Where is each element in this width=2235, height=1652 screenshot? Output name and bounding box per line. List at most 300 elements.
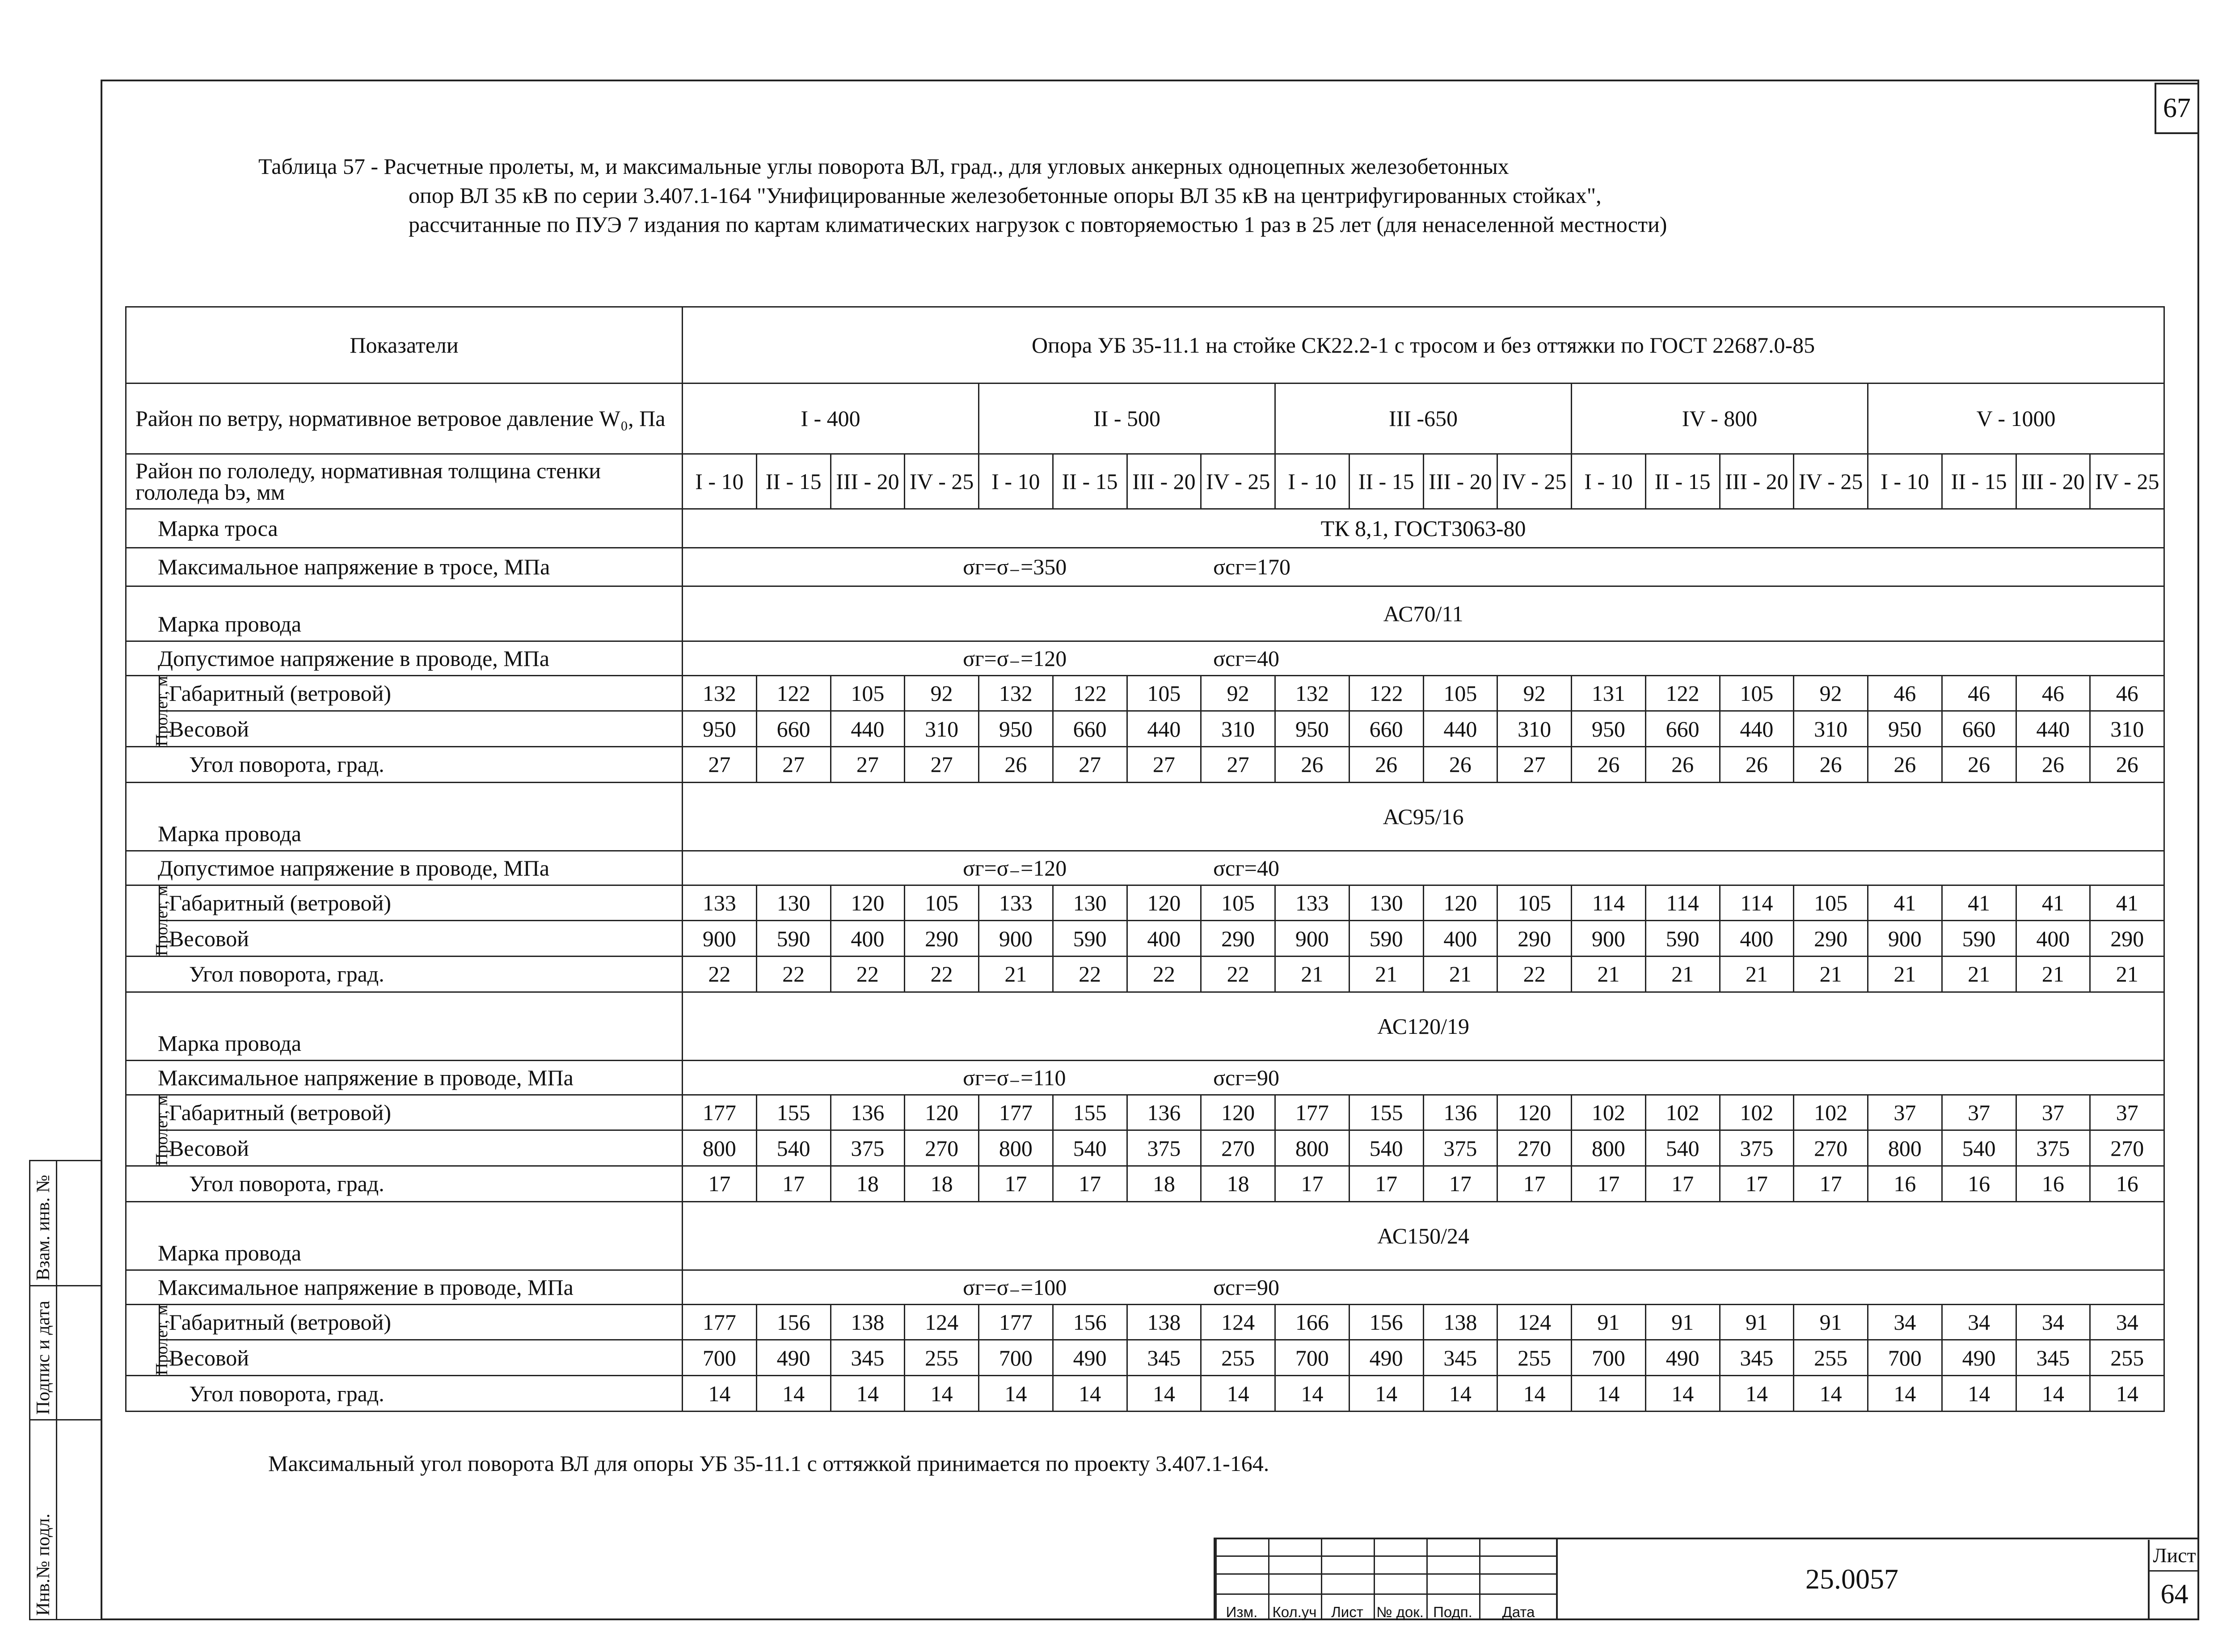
ice-region-cell: IV - 25 (905, 454, 979, 509)
angle-value: 14 (1942, 1376, 2016, 1412)
angle-value: 27 (1201, 747, 1275, 783)
table-row (126, 1095, 2164, 1130)
ice-region-cell: I - 10 (979, 454, 1053, 509)
table-row (126, 1304, 2164, 1340)
weight-value: 590 (1349, 921, 1423, 957)
weight-value: 950 (1275, 711, 1349, 747)
weight-value: 345 (1720, 1340, 1794, 1376)
weight-value: 700 (1868, 1340, 1942, 1376)
weight-value: 440 (1423, 711, 1497, 747)
angle-value: 16 (1942, 1166, 2016, 1202)
title-block-label: Дата (1502, 1604, 1535, 1620)
gabarit-value: 46 (2016, 675, 2090, 711)
weight-value: 290 (2090, 921, 2164, 957)
weight-value: 440 (2016, 711, 2090, 747)
angle-value: 16 (2016, 1166, 2090, 1202)
gabarit-label: Габаритный (ветровой) (160, 1095, 683, 1130)
weight-value: 310 (1497, 711, 1572, 747)
table-row (126, 307, 2164, 384)
gabarit-value: 34 (1942, 1304, 2016, 1340)
table-row (126, 1061, 2164, 1095)
gabarit-value: 41 (1942, 885, 2016, 921)
ice-region-cell: III - 20 (2016, 454, 2090, 509)
cable-stress-value (683, 548, 2164, 586)
angle-value: 27 (1053, 747, 1127, 783)
angle-value: 14 (683, 1376, 757, 1412)
angle-value: 26 (1794, 747, 1868, 783)
weight-value: 540 (1349, 1130, 1423, 1166)
weight-value: 375 (1720, 1130, 1794, 1166)
gabarit-value: 133 (979, 885, 1053, 921)
weight-value: 660 (1053, 711, 1127, 747)
angle-value: 17 (979, 1166, 1053, 1202)
ice-region-cell: II - 15 (1053, 454, 1127, 509)
wire-stress-a: σг=σ₋=110 (963, 1065, 1066, 1090)
weight-value: 800 (1572, 1130, 1646, 1166)
angle-value: 26 (1275, 747, 1349, 783)
angle-value: 26 (1645, 747, 1720, 783)
angle-value: 22 (683, 957, 757, 992)
weight-value: 310 (1794, 711, 1868, 747)
weight-value: 950 (683, 711, 757, 747)
ice-region-label: Район по гололеду, нормативная толщина стенки гололеда bэ, мм (126, 454, 683, 509)
weight-value: 290 (905, 921, 979, 957)
weight-value: 400 (2016, 921, 2090, 957)
angle-value: 21 (1868, 957, 1942, 992)
gabarit-value: 166 (1275, 1304, 1349, 1340)
gabarit-value: 41 (2090, 885, 2164, 921)
gabarit-value: 37 (1868, 1095, 1942, 1130)
header-indicators: Показатели (126, 307, 683, 384)
title-block-rule (1215, 1538, 1558, 1539)
weight-value: 270 (1794, 1130, 1868, 1166)
gabarit-value: 156 (1053, 1304, 1127, 1340)
weight-value: 490 (756, 1340, 831, 1376)
gabarit-value: 37 (2016, 1095, 2090, 1130)
angle-value: 14 (2090, 1376, 2164, 1412)
angle-value: 14 (1645, 1376, 1720, 1412)
gabarit-value: 122 (1053, 675, 1127, 711)
angle-value: 27 (1497, 747, 1572, 783)
weight-value: 540 (1053, 1130, 1127, 1166)
angle-value: 26 (1942, 747, 2016, 783)
angle-value: 17 (1794, 1166, 1868, 1202)
wire-mark-label: Марка провода (126, 1201, 683, 1270)
weight-value: 900 (979, 921, 1053, 957)
document-code: 25.0057 (1556, 1538, 2146, 1620)
angle-value: 21 (2090, 957, 2164, 992)
gabarit-value: 136 (1127, 1095, 1201, 1130)
gabarit-value: 122 (756, 675, 831, 711)
angle-value: 16 (2090, 1166, 2164, 1202)
gabarit-value: 120 (1423, 885, 1497, 921)
weight-value: 375 (1423, 1130, 1497, 1166)
title-block-rule (1215, 1573, 1558, 1575)
weight-value: 400 (1127, 921, 1201, 957)
angle-value: 26 (979, 747, 1053, 783)
angle-value: 17 (1720, 1166, 1794, 1202)
weight-value: 540 (1942, 1130, 2016, 1166)
angle-value: 18 (1201, 1166, 1275, 1202)
gabarit-value: 92 (905, 675, 979, 711)
gabarit-value: 105 (1201, 885, 1275, 921)
wire-mark-value: АС120/19 (683, 992, 2164, 1060)
angle-value: 14 (2016, 1376, 2090, 1412)
angle-value: 27 (1127, 747, 1201, 783)
angle-value: 14 (1423, 1376, 1497, 1412)
weight-value: 290 (1497, 921, 1572, 957)
gabarit-value: 102 (1572, 1095, 1646, 1130)
caption-line-2: опор ВЛ 35 кВ по серии 3.407.1-164 "Унифицированные железобетонные опоры ВЛ 35 кВ на центрифугированных стойках", (409, 183, 1602, 208)
gabarit-value: 92 (1794, 675, 1868, 711)
wind-region-cell: III -650 (1275, 383, 1572, 454)
wire-stress-a: σг=σ₋=100 (963, 1274, 1067, 1300)
angle-value: 21 (1942, 957, 2016, 992)
gabarit-value: 132 (1275, 675, 1349, 711)
binding-label-replace: Взам. инв. № (33, 1175, 54, 1281)
span-vertical-label (126, 1095, 171, 1166)
page-number: 67 (2155, 83, 2199, 134)
gabarit-value: 136 (1423, 1095, 1497, 1130)
gabarit-value: 34 (1868, 1304, 1942, 1340)
gabarit-value: 114 (1645, 885, 1720, 921)
table-row (126, 992, 2164, 1060)
gabarit-value: 131 (1572, 675, 1646, 711)
gabarit-value: 120 (1201, 1095, 1275, 1130)
wire-stress-label: Допустимое напряжение в проводе, МПа (126, 851, 683, 885)
span-label-text: Пролет, м (152, 676, 171, 746)
wire-stress-value (683, 1270, 2164, 1305)
gabarit-value: 136 (831, 1095, 905, 1130)
weight-value: 800 (683, 1130, 757, 1166)
angle-label: Угол поворота, град. (126, 747, 683, 783)
table-row (126, 957, 2164, 992)
wire-stress-b: σсг=40 (1213, 855, 1279, 881)
weight-label: Весовой (160, 921, 683, 957)
angle-value: 18 (831, 1166, 905, 1202)
binding-label-inv: Инв.№ подл. (33, 1513, 54, 1616)
sheet-label: Лист (2150, 1540, 2199, 1572)
wire-stress-label: Допустимое напряжение в проводе, МПа (126, 641, 683, 676)
angle-value: 17 (756, 1166, 831, 1202)
angle-value: 26 (1572, 747, 1646, 783)
table-caption (258, 152, 1667, 239)
gabarit-value: 130 (1349, 885, 1423, 921)
gabarit-value: 130 (1053, 885, 1127, 921)
angle-value: 18 (905, 1166, 979, 1202)
gabarit-value: 46 (1868, 675, 1942, 711)
angle-value: 17 (1275, 1166, 1349, 1202)
angle-value: 14 (905, 1376, 979, 1412)
cable-mark-label: Марка троса (126, 509, 683, 548)
ice-region-cell: II - 15 (1645, 454, 1720, 509)
weight-label: Весовой (160, 1130, 683, 1166)
weight-value: 270 (2090, 1130, 2164, 1166)
weight-value: 950 (1572, 711, 1646, 747)
weight-value: 590 (1942, 921, 2016, 957)
gabarit-value: 132 (979, 675, 1053, 711)
table-row (126, 782, 2164, 851)
wire-mark-label: Марка провода (126, 586, 683, 641)
angle-value: 26 (2090, 747, 2164, 783)
weight-value: 345 (2016, 1340, 2090, 1376)
gabarit-value: 122 (1645, 675, 1720, 711)
weight-value: 900 (683, 921, 757, 957)
angle-value: 21 (1423, 957, 1497, 992)
cable-mark-value: ТК 8,1, ГОСТ3063-80 (683, 509, 2164, 548)
title-block-label: Лист (1331, 1604, 1363, 1620)
ice-region-cell: I - 10 (1275, 454, 1349, 509)
weight-value: 400 (1720, 921, 1794, 957)
weight-value: 700 (683, 1340, 757, 1376)
angle-value: 17 (1645, 1166, 1720, 1202)
ice-region-cell: II - 15 (1942, 454, 2016, 509)
table-row (126, 454, 2164, 509)
gabarit-value: 124 (905, 1304, 979, 1340)
table-row (126, 1201, 2164, 1270)
angle-value: 14 (1127, 1376, 1201, 1412)
gabarit-value: 105 (1127, 675, 1201, 711)
angle-value: 22 (1053, 957, 1127, 992)
gabarit-value: 46 (1942, 675, 2016, 711)
angle-value: 17 (1497, 1166, 1572, 1202)
ice-region-cell: IV - 25 (1201, 454, 1275, 509)
gabarit-value: 177 (1275, 1095, 1349, 1130)
weight-value: 590 (1053, 921, 1127, 957)
span-vertical-label (126, 675, 171, 746)
angle-value: 22 (1201, 957, 1275, 992)
table-row (126, 1130, 2164, 1166)
weight-value: 290 (1794, 921, 1868, 957)
gabarit-value: 156 (756, 1304, 831, 1340)
angle-value: 26 (1349, 747, 1423, 783)
weight-value: 375 (1127, 1130, 1201, 1166)
title-block-label: № док. (1376, 1604, 1424, 1620)
angle-value: 14 (1572, 1376, 1646, 1412)
angle-value: 22 (1127, 957, 1201, 992)
binding-label-sign: Подпис и дата (33, 1301, 54, 1415)
weight-value: 490 (1349, 1340, 1423, 1376)
caption-line-3: рассчитанные по ПУЭ 7 издания по картам климатических нагрузок с повторяемостью 1 раз в 25 лет (для ненаселенной местности) (409, 212, 1667, 237)
gabarit-value: 155 (756, 1095, 831, 1130)
gabarit-value: 46 (2090, 675, 2164, 711)
title-block-label: Изм. (1226, 1604, 1258, 1620)
gabarit-value: 122 (1349, 675, 1423, 711)
table-row (126, 586, 2164, 641)
table-row (126, 509, 2164, 548)
cable-stress-label: Максимальное напряжение в тросе, МПа (126, 548, 683, 586)
angle-value: 22 (756, 957, 831, 992)
weight-value: 660 (1942, 711, 2016, 747)
gabarit-value: 133 (1275, 885, 1349, 921)
wind-region-cell: V - 1000 (1868, 383, 2164, 454)
weight-value: 440 (1127, 711, 1201, 747)
weight-value: 400 (1423, 921, 1497, 957)
weight-value: 310 (1201, 711, 1275, 747)
weight-value: 950 (1868, 711, 1942, 747)
angle-value: 14 (979, 1376, 1053, 1412)
ice-region-cell: II - 15 (1349, 454, 1423, 509)
angle-value: 14 (756, 1376, 831, 1412)
table-row (126, 885, 2164, 921)
table-row (126, 641, 2164, 676)
gabarit-value: 91 (1720, 1304, 1794, 1340)
weight-value: 540 (756, 1130, 831, 1166)
binding-strip-rule (29, 1285, 101, 1286)
weight-value: 660 (1645, 711, 1720, 747)
sheet-box (2148, 1540, 2199, 1620)
revision-grid (1214, 1538, 1556, 1620)
table-row (126, 383, 2164, 454)
angle-value: 26 (1720, 747, 1794, 783)
gabarit-value: 156 (1349, 1304, 1423, 1340)
wind-region-cell: IV - 800 (1572, 383, 1868, 454)
title-block-rule (1215, 1555, 1558, 1557)
gabarit-value: 177 (979, 1095, 1053, 1130)
title-block-label: Кол.уч (1272, 1604, 1317, 1620)
weight-value: 290 (1201, 921, 1275, 957)
angle-value: 21 (1794, 957, 1868, 992)
gabarit-value: 91 (1645, 1304, 1720, 1340)
angle-value: 21 (2016, 957, 2090, 992)
wire-mark-label: Марка провода (126, 992, 683, 1060)
angle-value: 16 (1868, 1166, 1942, 1202)
angle-value: 14 (1275, 1376, 1349, 1412)
table-row (126, 1376, 2164, 1412)
gabarit-value: 92 (1201, 675, 1275, 711)
gabarit-value: 130 (756, 885, 831, 921)
weight-value: 345 (1127, 1340, 1201, 1376)
gabarit-label: Габаритный (ветровой) (160, 675, 683, 711)
weight-value: 375 (2016, 1130, 2090, 1166)
angle-value: 27 (905, 747, 979, 783)
span-label-text: Пролет, м (152, 885, 171, 956)
weight-value: 255 (1497, 1340, 1572, 1376)
table-row (126, 548, 2164, 586)
weight-value: 590 (1645, 921, 1720, 957)
table-row (126, 1340, 2164, 1376)
gabarit-value: 34 (2016, 1304, 2090, 1340)
gabarit-value: 105 (1794, 885, 1868, 921)
angle-value: 21 (1645, 957, 1720, 992)
gabarit-value: 133 (683, 885, 757, 921)
angle-value: 14 (831, 1376, 905, 1412)
angle-value: 14 (1720, 1376, 1794, 1412)
gabarit-value: 155 (1349, 1095, 1423, 1130)
wire-mark-value: АС150/24 (683, 1201, 2164, 1270)
span-label-text: Пролет, м (152, 1095, 171, 1166)
table-row (126, 921, 2164, 957)
wind-region-cell: I - 400 (683, 383, 979, 454)
wire-stress-a: σг=σ₋=120 (963, 855, 1067, 881)
gabarit-value: 91 (1794, 1304, 1868, 1340)
angle-label: Угол поворота, град. (126, 1166, 683, 1202)
angle-value: 26 (2016, 747, 2090, 783)
angle-value: 14 (1497, 1376, 1572, 1412)
weight-value: 540 (1645, 1130, 1720, 1166)
weight-value: 590 (756, 921, 831, 957)
ice-region-cell: III - 20 (1127, 454, 1201, 509)
weight-value: 490 (1053, 1340, 1127, 1376)
gabarit-label: Габаритный (ветровой) (160, 1304, 683, 1340)
angle-value: 21 (1720, 957, 1794, 992)
wire-mark-value: АС70/11 (683, 586, 2164, 641)
gabarit-value: 105 (905, 885, 979, 921)
ice-region-cell: III - 20 (831, 454, 905, 509)
gabarit-value: 91 (1572, 1304, 1646, 1340)
wire-stress-label: Максимальное напряжение в проводе, МПа (126, 1270, 683, 1305)
title-block-label: Подп. (1433, 1604, 1472, 1620)
gabarit-value: 102 (1794, 1095, 1868, 1130)
gabarit-value: 34 (2090, 1304, 2164, 1340)
gabarit-value: 102 (1645, 1095, 1720, 1130)
weight-value: 900 (1275, 921, 1349, 957)
gabarit-value: 177 (683, 1095, 757, 1130)
weight-value: 900 (1868, 921, 1942, 957)
wire-mark-label: Марка провода (126, 782, 683, 851)
table-row (126, 1166, 2164, 1202)
weight-value: 660 (1349, 711, 1423, 747)
weight-value: 345 (831, 1340, 905, 1376)
gabarit-value: 41 (2016, 885, 2090, 921)
binding-strip-rule (29, 1419, 101, 1420)
weight-value: 660 (756, 711, 831, 747)
angle-value: 17 (1423, 1166, 1497, 1202)
gabarit-value: 41 (1868, 885, 1942, 921)
gabarit-value: 138 (1423, 1304, 1497, 1340)
weight-value: 255 (905, 1340, 979, 1376)
span-vertical-label (126, 885, 171, 956)
angle-value: 14 (1201, 1376, 1275, 1412)
weight-value: 800 (1868, 1130, 1942, 1166)
sheet-number: 64 (2160, 1579, 2189, 1610)
cable-stress-b: σсг=170 (1213, 554, 1290, 580)
wind-region-cell: II - 500 (979, 383, 1275, 454)
angle-value: 21 (979, 957, 1053, 992)
wire-mark-value: АС95/16 (683, 782, 2164, 851)
footnote: Максимальный угол поворота ВЛ для опоры УБ 35-11.1 с оттяжкой принимается по проекту 3.407.1-164. (268, 1451, 1269, 1476)
angle-value: 22 (831, 957, 905, 992)
table-row (126, 1270, 2164, 1305)
weight-value: 310 (905, 711, 979, 747)
weight-value: 310 (2090, 711, 2164, 747)
span-vertical-label (126, 1304, 171, 1375)
weight-value: 700 (1572, 1340, 1646, 1376)
angle-value: 18 (1127, 1166, 1201, 1202)
angle-value: 17 (683, 1166, 757, 1202)
angle-value: 14 (1868, 1376, 1942, 1412)
ice-region-cell: IV - 25 (2090, 454, 2164, 509)
weight-value: 800 (1275, 1130, 1349, 1166)
ice-region-cell: III - 20 (1720, 454, 1794, 509)
gabarit-value: 37 (1942, 1095, 2016, 1130)
title-block-rule (1215, 1593, 1558, 1595)
gabarit-value: 105 (831, 675, 905, 711)
weight-label: Весовой (160, 711, 683, 747)
gabarit-value: 132 (683, 675, 757, 711)
angle-value: 14 (1794, 1376, 1868, 1412)
angle-value: 21 (1572, 957, 1646, 992)
gabarit-value: 102 (1720, 1095, 1794, 1130)
angle-label: Угол поворота, град. (126, 1376, 683, 1412)
gabarit-value: 105 (1423, 675, 1497, 711)
weight-value: 700 (1275, 1340, 1349, 1376)
weight-value: 490 (1942, 1340, 2016, 1376)
angle-value: 21 (1275, 957, 1349, 992)
angle-label: Угол поворота, град. (126, 957, 683, 992)
header-support-title: Опора УБ 35-11.1 на стойке СК22.2-1 с тросом и без оттяжки по ГОСТ 22687.0-85 (683, 307, 2164, 384)
binding-strip (29, 1160, 101, 1620)
